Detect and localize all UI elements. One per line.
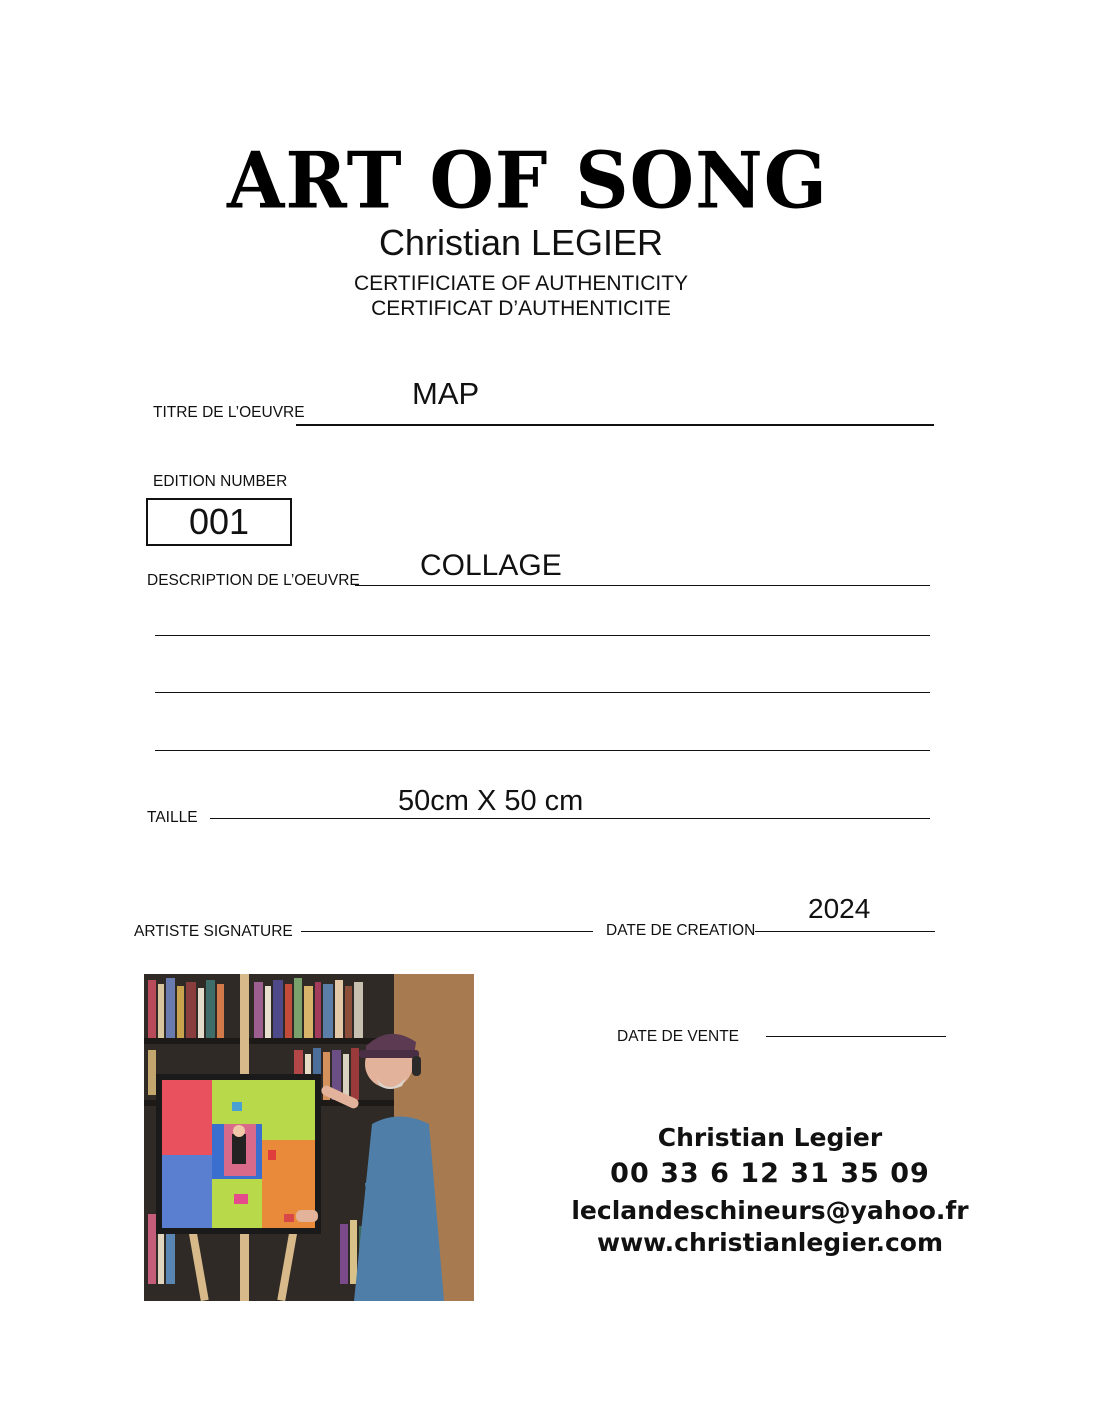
title-value: MAP bbox=[412, 376, 480, 411]
description-line-3 bbox=[155, 692, 930, 693]
contact-website[interactable]: www.christianlegier.com bbox=[596, 1228, 944, 1257]
contact-email[interactable]: leclandeschineurs@yahoo.fr bbox=[571, 1196, 969, 1225]
sale-date-line bbox=[766, 1036, 946, 1037]
artist-with-artwork-photo bbox=[144, 974, 474, 1301]
description-value: COLLAGE bbox=[420, 549, 562, 582]
artist-name: Christian LEGIER bbox=[378, 222, 664, 263]
contact-name: Christian Legier bbox=[657, 1123, 883, 1152]
size-label: TAILLE bbox=[147, 809, 198, 826]
title-line bbox=[296, 424, 934, 426]
signature-line bbox=[301, 931, 593, 932]
size-value: 50cm X 50 cm bbox=[398, 785, 584, 817]
certificate-title-fr: CERTIFICAT D’AUTHENTICITE bbox=[371, 297, 671, 320]
brand-title: ART OF SONG bbox=[227, 135, 828, 227]
creation-date-line bbox=[755, 931, 935, 932]
description-line-1 bbox=[355, 585, 930, 586]
description-label: DESCRIPTION DE L’OEUVRE bbox=[147, 572, 360, 589]
creation-date-label: DATE DE CREATION bbox=[606, 922, 756, 939]
size-line bbox=[210, 818, 930, 819]
sale-date-label: DATE DE VENTE bbox=[617, 1028, 740, 1045]
edition-label: EDITION NUMBER bbox=[153, 473, 288, 490]
title-label: TITRE DE L’OEUVRE bbox=[153, 404, 305, 421]
signature-label: ARTISTE SIGNATURE bbox=[134, 923, 293, 940]
description-line-2 bbox=[155, 635, 930, 636]
edition-number-box: 001 bbox=[146, 498, 292, 546]
description-line-4 bbox=[155, 750, 930, 751]
certificate-title-en: CERTIFICIATE OF AUTHENTICITY bbox=[353, 272, 689, 295]
contact-phone: 00 33 6 12 31 35 09 bbox=[610, 1158, 930, 1189]
creation-date-value: 2024 bbox=[808, 893, 871, 924]
